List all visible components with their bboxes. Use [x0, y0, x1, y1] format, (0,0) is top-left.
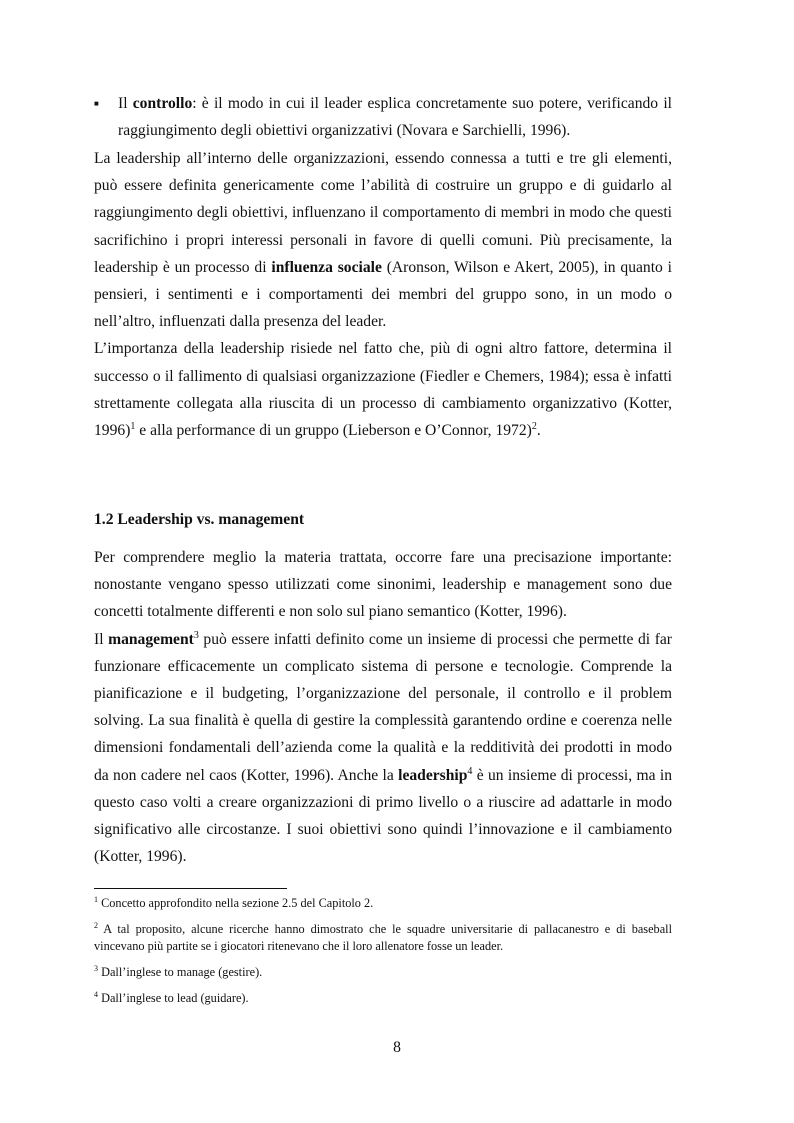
- footnote-ref-2[interactable]: 2: [531, 421, 537, 433]
- footnote-ref-3[interactable]: 3: [193, 629, 199, 641]
- footnote-number: 2: [94, 921, 98, 930]
- footnote-number: 3: [94, 963, 98, 973]
- footnote-2: [94, 921, 672, 954]
- bullet-text-after: : è il modo in cui il leader esplica concretamente suo potere, verificando il raggiungimento degli obiettivi organizzativi (Novara e Sarchielli, 1996).: [118, 95, 672, 140]
- para1-term: influenza sociale: [271, 258, 382, 276]
- footnotes: [94, 895, 672, 1016]
- footnote-text: Concetto approfondito nella sezione 2.5 del Capitolo 2.: [98, 896, 374, 910]
- para1-before: La leadership all’interno delle organizzazioni, essendo connessa a tutti e tre gli elementi, può essere definita genericamente come l’abilità di costruire un gruppo e di guidarlo al raggiungimento degli obiettivi, influenzano il comportamento di membri in modo che questi sacrifichino i propri interessi personali in favore di quelli comuni. Più precisamente, la leadership è un processo di: [94, 150, 672, 276]
- footnote-ref-1[interactable]: 1: [130, 421, 136, 433]
- bullet-text: [118, 90, 672, 144]
- para4-after: è un insieme di processi, ma in questo caso volti a creare organizzazioni di primo livello o a riuscire ad adattarle in modo significativo alle circostanze. I suoi obiettivi sono quindi l’innovazione e il cambiamento (Kotter, 1996).: [94, 766, 672, 866]
- section-body: [94, 544, 672, 870]
- square-bullet-icon: ■: [94, 99, 99, 108]
- paragraph-precisazione: Per comprendere meglio la materia trattata, occorre fare una precisazione importante: nonostante vengano spesso utilizzati come sinonimi, leadership e management sono due concetti totalmente differenti e non solo sul piano semantico (Kotter, 1996).: [94, 549, 672, 621]
- para4-term-management: management: [108, 630, 194, 648]
- footnote-ref-4[interactable]: 4: [467, 765, 473, 777]
- page-number: 8: [393, 1039, 401, 1056]
- bullet-item-controllo: [94, 90, 672, 144]
- intro-paragraphs: [94, 145, 672, 444]
- bullet-term: controllo: [132, 95, 193, 112]
- footnote-1: [94, 895, 672, 912]
- paragraph-leadership-importance: [94, 335, 672, 444]
- footnote-text: A tal proposito, alcune ricerche hanno dimostrato che le squadre universitarie di pallacanestro e di baseball vincevano più partite se i giocatori ritenevano che il loro allenatore fosse un leader.: [94, 922, 672, 953]
- para4-term-leadership: leadership: [398, 766, 468, 784]
- footnote-4: [94, 990, 672, 1007]
- bullet-text-before: Il: [118, 95, 133, 112]
- para2-text3: .: [536, 422, 541, 440]
- para2-text2: e alla performance di un gruppo (Lieberson e O’Connor, 1972): [135, 422, 532, 440]
- footnote-separator: [94, 888, 287, 889]
- paragraph-leadership-definition: [94, 145, 672, 335]
- footnote-3: [94, 964, 672, 981]
- footnote-number: 4: [94, 989, 98, 999]
- paragraph-management: [94, 626, 672, 871]
- section-heading: 1.2 Leadership vs. management: [94, 511, 305, 528]
- para4-mid: può essere infatti definito come un insieme di processi che permette di far funzionare efficacemente un complicato sistema di persone e tecnologie. Comprende la pianificazione e il budgeting, l’organizzazione del personale, il controllo e il problem solving. La sua finalità è quella di gestire la complessità garantendo ordine e coerenza nelle dimensioni fondamentali dell’azienda come la qualità e la redditività dei prodotti in modo da non cadere nel caos (Kotter, 1996). Anche la: [94, 630, 672, 784]
- footnote-number: 1: [94, 895, 98, 904]
- para1-after: (Aronson, Wilson e Akert, 2005), in quanto i pensieri, i sentimenti e i comportamenti dei membri del gruppo sono, in un modo o nell’altro, influenzati dalla presenza del leader.: [94, 258, 673, 331]
- footnote-text: Dall’inglese to lead (guidare).: [98, 990, 249, 1005]
- para4-before: Il: [94, 630, 109, 648]
- para2-text1: L’importanza della leadership risiede nel fatto che, più di ogni altro fattore, determina il successo o il fallimento di qualsiasi organizzazione (Fiedler e Chemers, 1984); essa è infatti strettamente collegata alla riuscita di un processo di cambiamento organizzativo (Kotter, 1996): [94, 340, 672, 440]
- footnote-text: Dall’inglese to manage (gestire).: [98, 964, 263, 979]
- bullet-list: [94, 90, 672, 144]
